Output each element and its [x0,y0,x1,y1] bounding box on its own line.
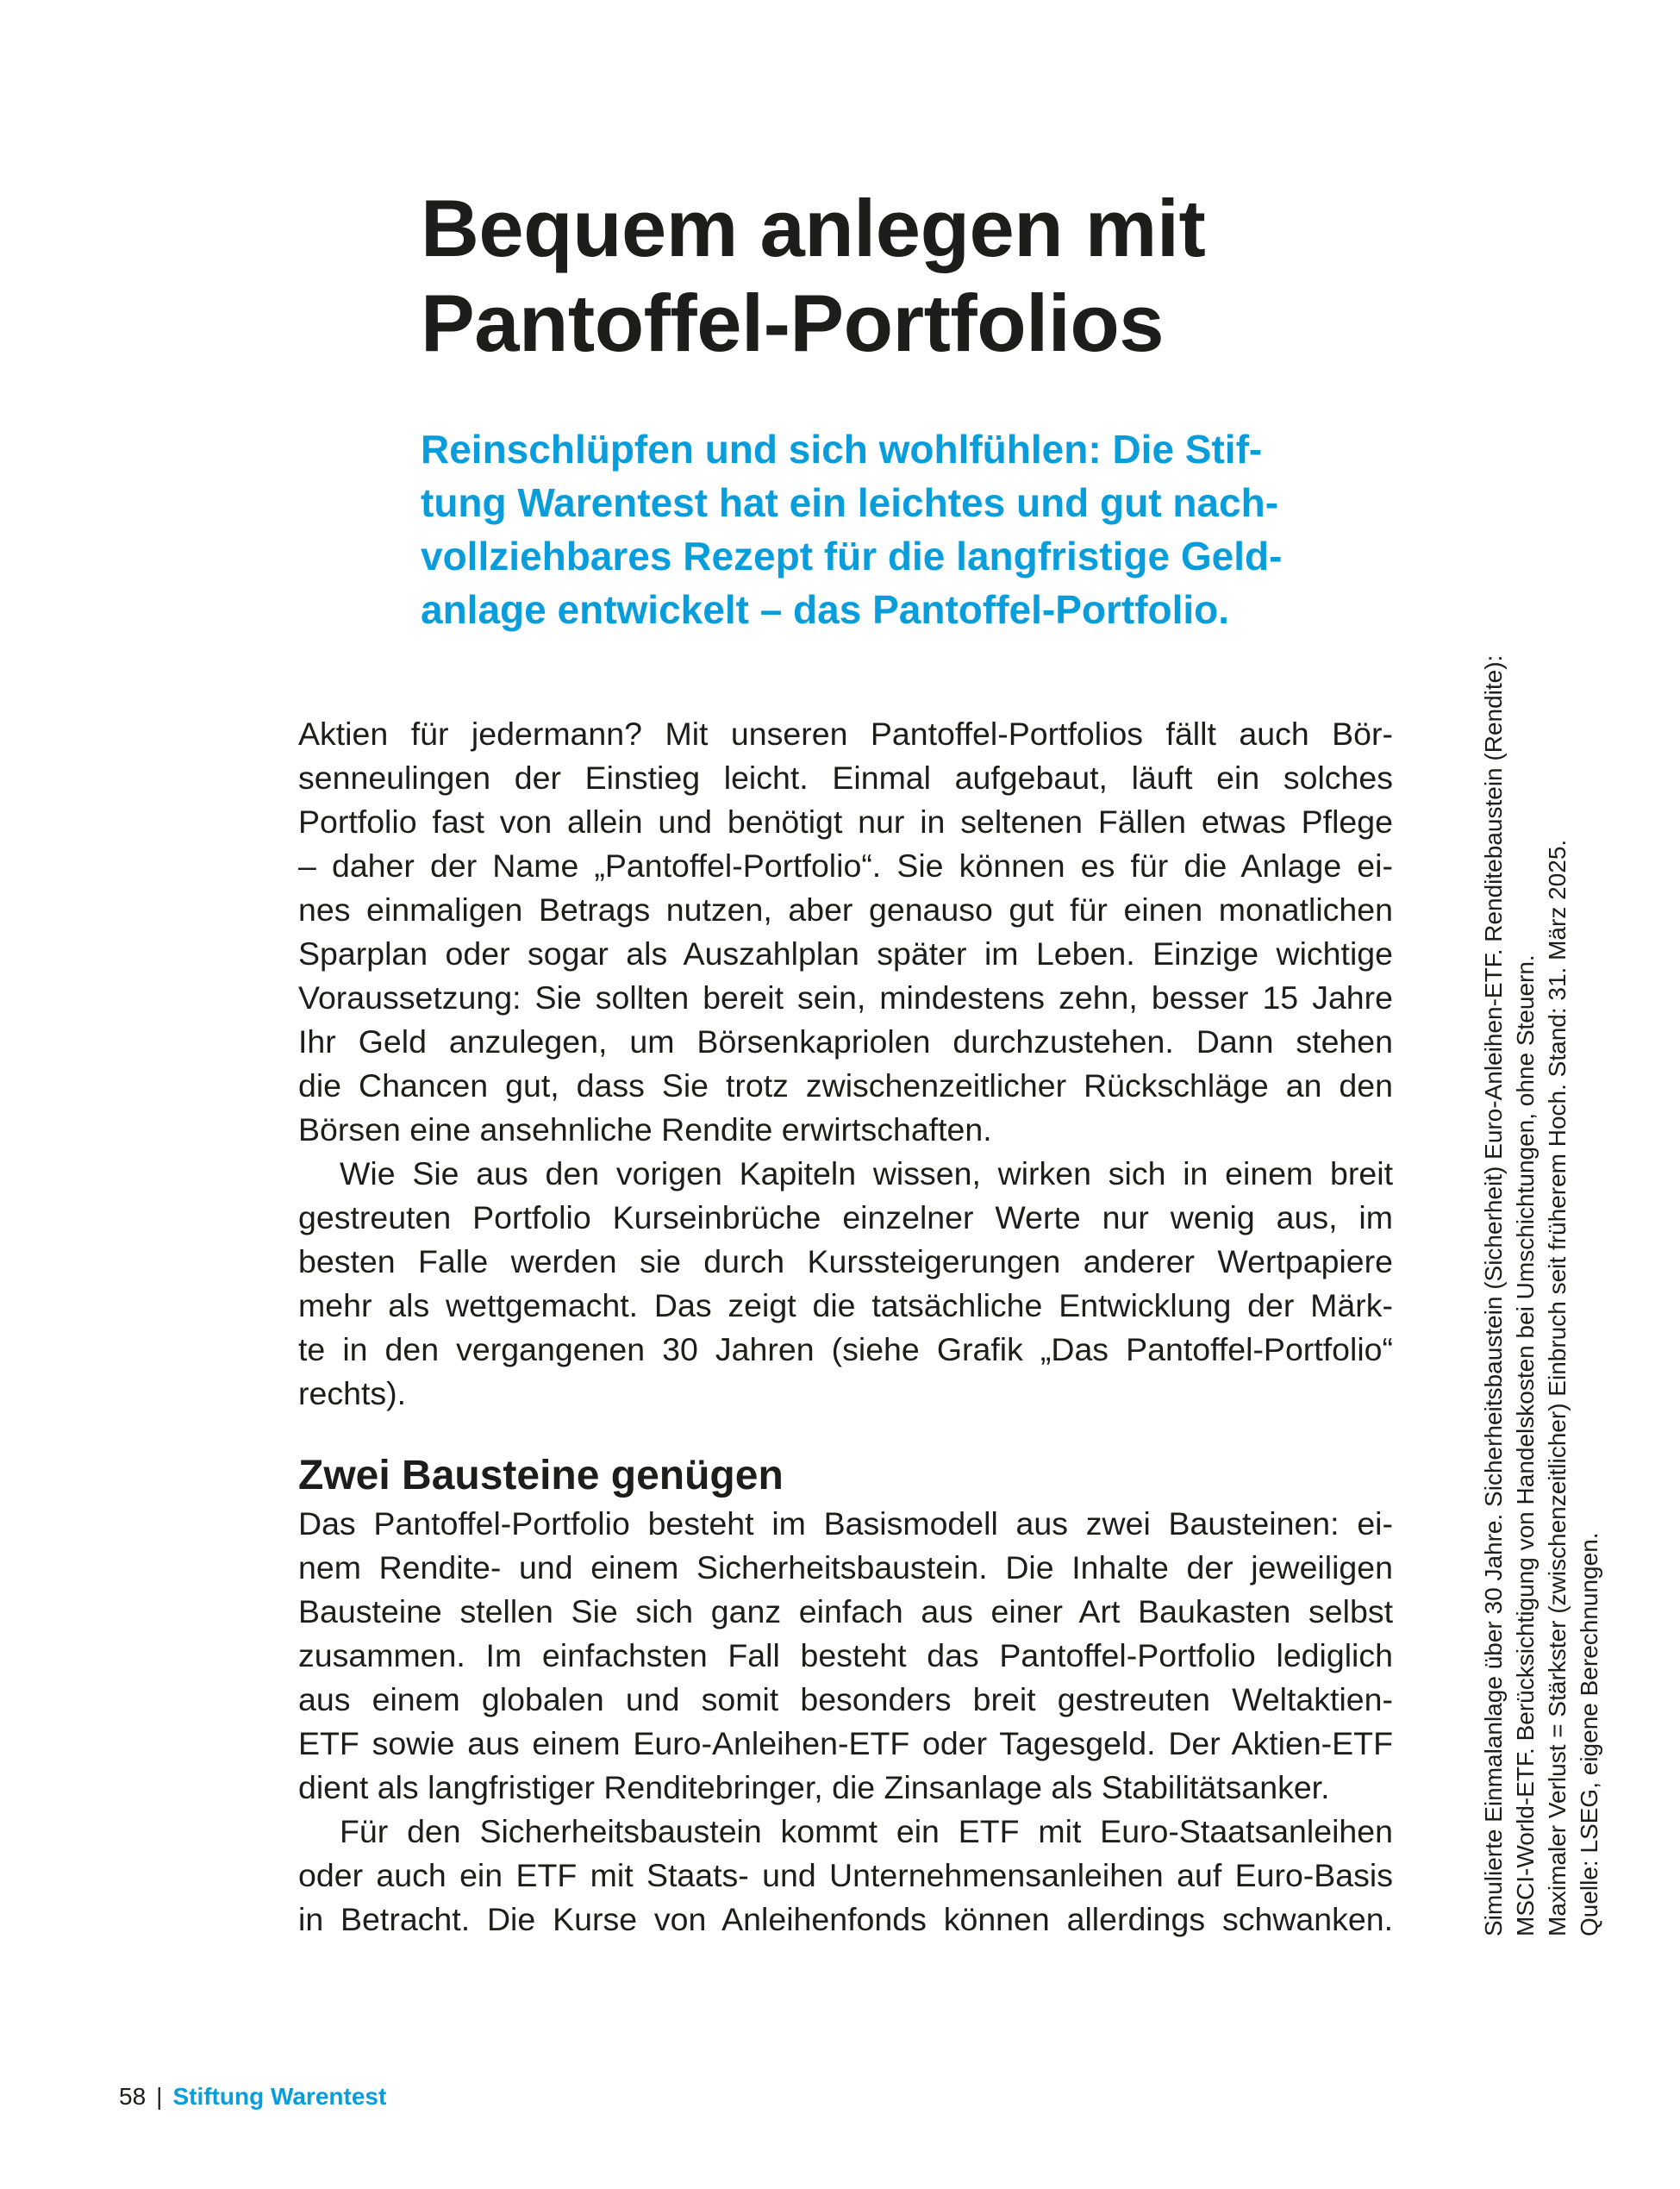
page-footer [119,2080,386,2114]
sidenote-line: Simulierte Einmalanlage über 30 Jahre. Sicherheitsbaustein (Sicherheit) Euro-Anleihen-ETF. Renditebaustein (Rendite): [1480,654,1507,1936]
publisher-name: Stiftung Warentest [172,2083,387,2110]
body-text-section [298,1502,1393,1942]
body-line: te in den vergangenen 30 Jahren (siehe Grafik „Das Pantoffel-Portfolio“ [298,1331,1393,1367]
body-line: Ihr Geld anzulegen, um Börsenkapriolen durchzustehen. Dann stehen [298,1023,1393,1060]
lead-line: Reinschlüpfen und sich wohlfühlen: Die Stif- [421,427,1263,472]
body-line: Bausteine stellen Sie sich ganz einfach aus einer Art Baukasten selbst [298,1593,1393,1629]
body-line: – daher der Name „Pantoffel-Portfolio“. Sie können es für die Anlage ei- [298,847,1393,884]
rotated-source-note [1477,626,1605,1936]
body-line: gestreuten Portfolio Kurseinbrüche einzelner Werte nur wenig aus, im [298,1199,1393,1235]
title-line: Bequem anlegen mit [421,183,1206,273]
title-line: Pantoffel-Portfolios [421,278,1165,368]
lead-paragraph [421,422,1386,636]
lead-line: anlage entwickelt – das Pantoffel-Portfolio. [421,587,1230,632]
body-line: nes einmaligen Betrags nutzen, aber genauso gut für einen monatlichen [298,891,1393,928]
body-line: ETF sowie aus einem Euro-Anleihen-ETF oder Tagesgeld. Der Aktien-ETF [298,1725,1393,1761]
body-line: Voraussetzung: Sie sollten bereit sein, mindestens zehn, besser 15 Jahre [298,979,1393,1016]
body-line: aus einem globalen und somit besonders breit gestreuten Weltaktien- [298,1681,1393,1717]
body-line: Sparplan oder sogar als Auszahlplan später im Leben. Einzige wichtige [298,935,1393,972]
body-line: nem Rendite- und einem Sicherheitsbaustein. Die Inhalte der jeweiligen [298,1549,1393,1585]
body-line: Aktien für jedermann? Mit unseren Pantoffel-Portfolios fällt auch Bör- [298,716,1393,752]
footer-separator: | [156,2083,163,2110]
body-line: Das Pantoffel-Portfolio besteht im Basismodell aus zwei Bausteinen: ei- [298,1505,1393,1542]
body-line: mehr als wettgemacht. Das zeigt die tatsächliche Entwicklung der Märk- [298,1287,1393,1323]
page-title [421,181,1386,371]
body-line: rechts). [298,1375,407,1411]
body-line: dient als langfristiger Renditebringer, die Zinsanlage als Stabilitätsanker. [298,1769,1330,1805]
body-line: in Betracht. Die Kurse von Anleihenfonds können allerdings schwanken. [298,1901,1393,1937]
sidenote-line: Quelle: LSEG, eigene Berechnungen. [1576,1532,1602,1936]
body-line: oder auch ein ETF mit Staats- und Unternehmensanleihen auf Euro-Basis [298,1857,1393,1893]
body-line: besten Falle werden sie durch Kurssteigerungen anderer Wertpapiere [298,1243,1393,1279]
section-heading: Zwei Bausteine genügen [298,1453,784,1498]
body-line: zusammen. Im einfachsten Fall besteht das Pantoffel-Portfolio lediglich [298,1637,1393,1673]
body-line: Wie Sie aus den vorigen Kapiteln wissen, wirken sich in einem breit [340,1155,1393,1191]
body-line: die Chancen gut, dass Sie trotz zwischenzeitlicher Rückschläge an den [298,1067,1393,1104]
body-line: senneulingen der Einstieg leicht. Einmal aufgebaut, läuft ein solches [298,760,1393,796]
sidenote-line: Maximaler Verlust = Stärkster (zwischenzeitlicher) Einbruch seit früherem Hoch. Stand: 31. März 2025. [1544,839,1571,1936]
body-line: Börsen eine ansehnliche Rendite erwirtschaften. [298,1111,992,1148]
body-line: Für den Sicherheitsbaustein kommt ein ETF mit Euro-Staatsanleihen [340,1813,1393,1849]
lead-line: vollziehbares Rezept für die langfristige Geld- [421,534,1283,579]
body-text-intro [298,712,1393,1416]
lead-line: tung Warentest hat ein leichtes und gut nach- [421,480,1279,525]
sidenote-line: MSCI-World-ETF. Berücksichtigung von Handelskosten bei Umschichtungen, ohne Steuern. [1512,954,1539,1936]
body-line: Portfolio fast von allein und benötigt nur in seltenen Fällen etwas Pflege [298,804,1393,840]
page-number: 58 [119,2083,147,2110]
